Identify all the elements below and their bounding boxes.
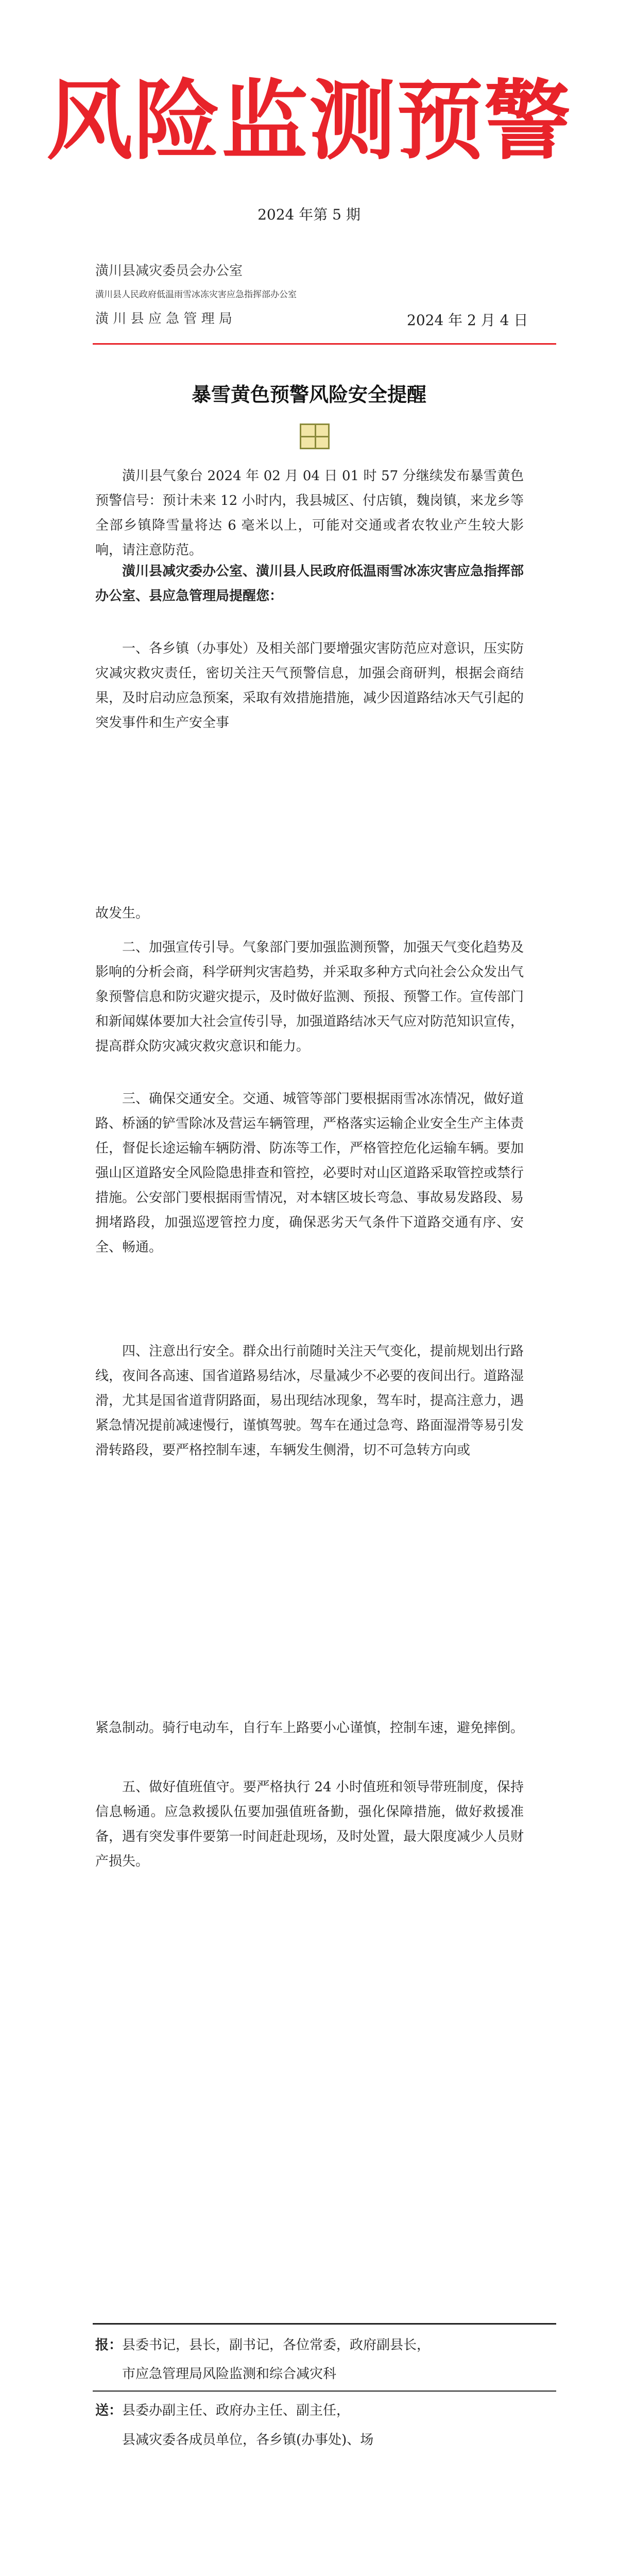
item-2: 二、加强宣传引导。气象部门要加强监测预警，加强天气变化趋势及影响的分析会商，科学研判灾害趋势，并采取多种方式向社会公众发出气象预警信息和防灾避灾提示，及时做好监测、预报、预警工作。宣传部门和新闻媒体要加大社会宣传引导，加强道路结冰天气应对防范知识宣传，提高群众防灾减灾救灾意识和能力。: [95, 940, 524, 1054]
footer-report: [95, 2333, 430, 2358]
issuer-1: 潢川县减灾委员会办公室: [95, 263, 243, 279]
footer-report-line2: 市应急管理局风险监测和综合减灾科: [122, 2366, 337, 2382]
footer-report-line1: 县委书记，县长，副书记，各位常委，政府副县长，: [122, 2337, 431, 2353]
issue-number: 2024 年第 5 期: [258, 206, 360, 223]
footer-send-line2: 县减灾委各成员单位，各乡镇(办事处)、场: [122, 2432, 374, 2448]
issue-date: 2024 年 2 月 4 日: [407, 312, 528, 329]
intro-paragraph: 潢川县气象台 2024 年 02 月 04 日 01 时 57 分继续发布暴雪黄色预警信号：预计未来 12 小时内，我县城区、付店镇，魏岗镇，来龙乡等全部乡镇降雪量将达 6 毫米以上，可能对交通或者农牧业产生较大影响，请注意防范。: [95, 468, 524, 558]
notice-header: 潢川县减灾委办公室、潢川县人民政府低温雨雪冰冻灾害应急指挥部办公室、县应急管理局提醒您：: [95, 564, 524, 604]
issuer-3: 潢 川 县 应 急 管 理 局: [95, 311, 232, 327]
item-3: 三、确保交通安全。交通、城管等部门要根据雨雪冰冻情况，做好道路、桥涵的铲雪除冰及营运车辆管理，严格落实运输企业安全生产主体责任，督促长途运输车辆防滑、防冻等工作，严格管控危化运输车辆。要加强山区道路安全风险隐患排查和管控，必要时对山区道路采取管控或禁行措施。公安部门要根据雨雪情况，对本辖区坡长弯急、事故易发路段、易拥堵路段，加强巡逻管控力度，确保恶劣天气条件下道路交通有序、安全、畅通。: [95, 1091, 524, 1255]
item-1-continued: 故发生。: [95, 906, 149, 921]
item-5: 五、做好值班值守。要严格执行 24 小时值班和领导带班制度，保持信息畅通。应急救援队伍要加强值班备勤，强化保障措施，做好救援准备，遇有突发事件要第一时间赶赴现场，及时处置，最大限度减少人员财产损失。: [95, 1780, 524, 1869]
footer-send-label: 送：: [95, 2403, 123, 2418]
footer-send-line1: 县委办副主任、政府办主任、副主任，: [122, 2403, 350, 2418]
item-4: 四、注意出行安全。群众出行前随时关注天气变化，提前规划出行路线，夜间各高速、国省道路易结冰，尽量减少不必要的夜间出行。道路湿滑，尤其是国省道背阴路面，易出现结冰现象，驾车时，提高注意力，遇紧急情况提前减速慢行，谨慎驾驶。驾车在通过急弯、路面湿滑等易引发滑转路段，要严格控制车速，车辆发生侧滑，切不可急转方向或: [95, 1344, 524, 1458]
masthead-title: 风险监测预警: [46, 70, 572, 172]
footer-report-label: 报：: [95, 2337, 123, 2353]
footer-send: [95, 2398, 350, 2423]
document-title: 暴雪黄色预警风险安全提醒: [191, 383, 426, 406]
red-divider: [93, 343, 556, 345]
item-4-continued: 紧急制动。骑行电动车，自行车上路要小心谨慎，控制车速，避免摔倒。: [95, 1720, 524, 1736]
issuer-2: 潢川县人民政府低温雨雪冰冻灾害应急指挥部办公室: [95, 290, 297, 300]
footer-divider-mid: [93, 2391, 556, 2392]
footer-divider-top: [93, 2323, 556, 2325]
yellow-seal-icon: [300, 423, 330, 449]
item-1: 一、各乡镇（办事处）及相关部门要增强灾害防范应对意识，压实防灾减灾救灾责任，密切关注天气预警信息，加强会商研判，根据会商结果，及时启动应急预案，采取有效措施措施，减少因道路结冰天气引起的突发事件和生产安全事: [95, 641, 524, 731]
